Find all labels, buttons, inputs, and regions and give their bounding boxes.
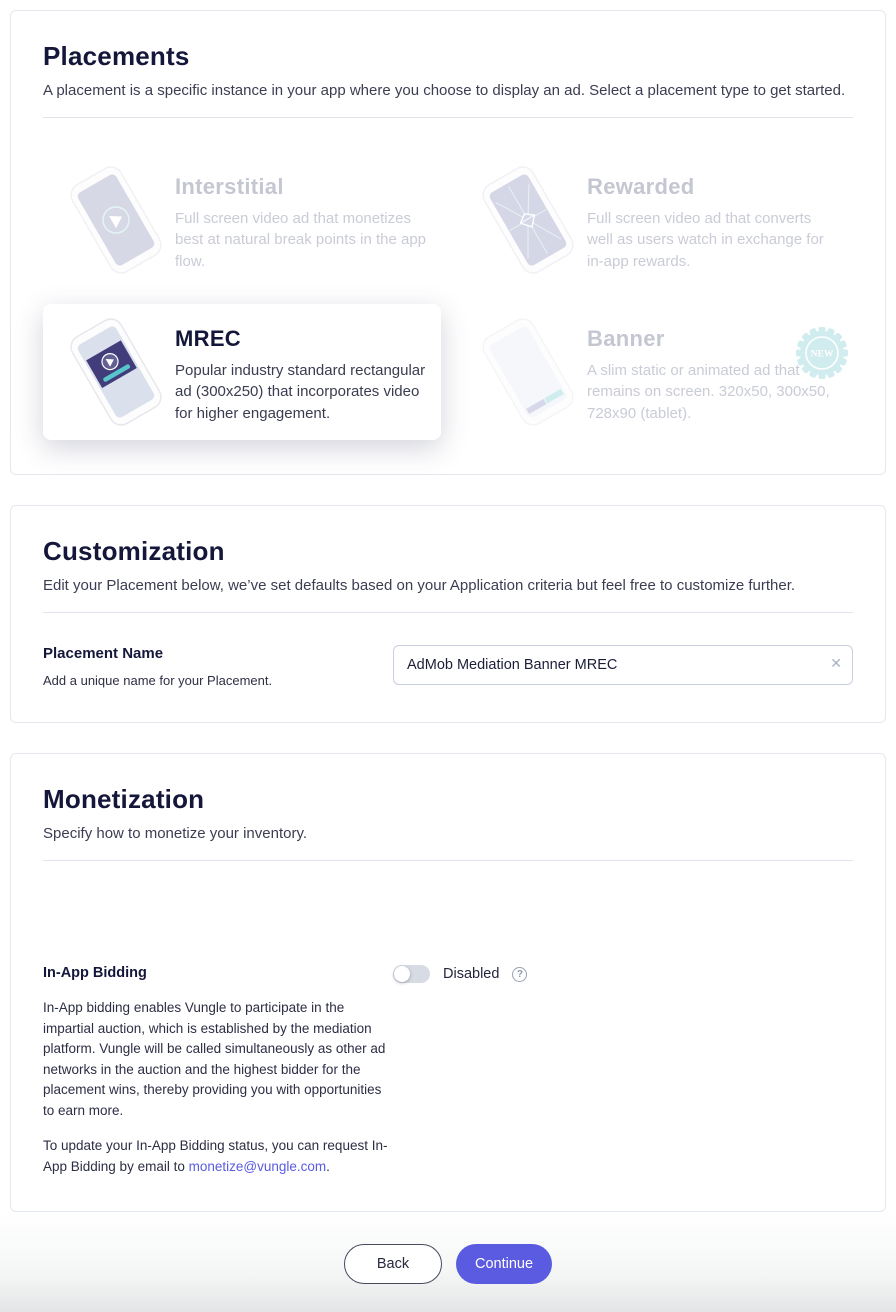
option-description: Full screen video ad that monetizes best at natural break points in the app flow. — [175, 210, 427, 270]
placement-option-interstitial[interactable] — [43, 152, 441, 288]
placement-options-grid — [43, 152, 853, 440]
in-app-bidding-note: To update your In-App Bidding status, you can request In-App Bidding by email to monetize@vungle.com. — [43, 1138, 388, 1174]
divider — [43, 860, 853, 861]
footer-actions — [0, 1212, 896, 1312]
in-app-bidding-status: Disabled — [443, 966, 500, 982]
divider — [43, 117, 853, 118]
option-description: Full screen video ad that converts well as users watch in exchange for in-app rewards. — [587, 210, 824, 270]
placement-option-mrec[interactable] — [43, 304, 441, 440]
clear-input-icon[interactable]: ✕ — [830, 655, 842, 671]
placements-subtitle: A placement is a specific instance in your app where you choose to display an ad. Select a placement type to get started. — [43, 82, 846, 99]
placement-name-helper: Add a unique name for your Placement. — [43, 673, 273, 688]
customization-subtitle: Edit your Placement below, we’ve set defaults based on your Application criteria but feel free to customize further. — [43, 577, 796, 594]
banner-phone-icon — [469, 316, 587, 428]
rewarded-phone-icon — [469, 164, 587, 276]
svg-text:NEW: NEW — [810, 349, 834, 360]
continue-button[interactable]: Continue — [456, 1244, 552, 1284]
placements-card — [10, 10, 886, 475]
customization-card — [10, 505, 886, 723]
option-title: Banner — [587, 326, 665, 351]
in-app-bidding-toggle[interactable] — [393, 965, 430, 983]
mrec-phone-icon — [57, 316, 175, 428]
option-title: MREC — [175, 326, 241, 351]
monetization-title: Monetization — [43, 784, 205, 814]
in-app-bidding-row — [43, 965, 853, 1177]
placement-option-banner[interactable] — [455, 304, 853, 440]
option-description: Popular industry standard rectangular ad (300x250) that incorporates video for higher engagement. — [175, 362, 426, 422]
placements-title: Placements — [43, 41, 190, 71]
monetize-email-link[interactable]: monetize@vungle.com — [188, 1158, 327, 1174]
in-app-bidding-label: In-App Bidding — [43, 965, 147, 981]
divider — [43, 612, 853, 613]
new-badge-icon — [795, 326, 849, 380]
customization-title: Customization — [43, 536, 225, 566]
in-app-bidding-description: In-App bidding enables Vungle to participate in the impartial auction, which is established by the mediation platform. Vungle will be called simultaneously as other ad networks in the auction and the highest bidder for the placement wins, thereby providing you with opportunities to earn more. — [43, 1000, 386, 1118]
placement-name-label: Placement Name — [43, 645, 164, 662]
placement-name-row — [43, 645, 853, 688]
placement-name-input[interactable] — [393, 645, 853, 685]
help-icon[interactable]: ? — [512, 967, 527, 982]
interstitial-phone-icon — [57, 164, 175, 276]
monetization-card — [10, 753, 886, 1212]
back-button[interactable]: Back — [344, 1244, 442, 1284]
option-description: A slim static or animated ad that remains on screen. 320x50, 300x50, 728x90 (tablet). — [587, 362, 830, 422]
option-title: Rewarded — [587, 174, 695, 199]
option-title: Interstitial — [175, 174, 284, 199]
placement-option-rewarded[interactable] — [455, 152, 853, 288]
monetization-subtitle: Specify how to monetize your inventory. — [43, 825, 308, 842]
